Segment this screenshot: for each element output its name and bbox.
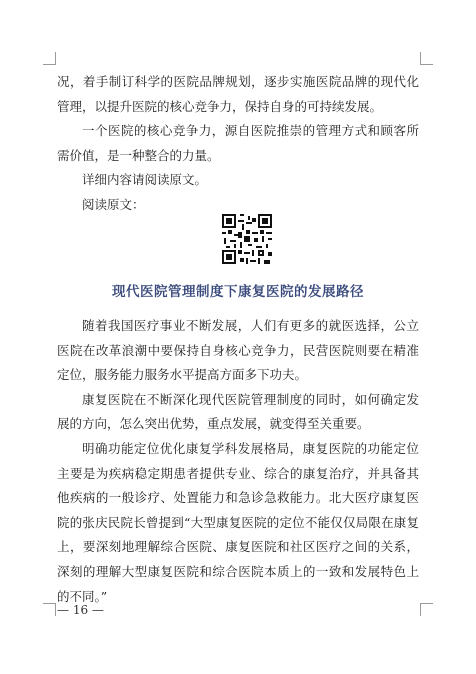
crop-mark-top-right <box>420 52 433 65</box>
paragraph: 详细内容请阅读原文。 <box>82 172 208 188</box>
article-body <box>57 314 419 609</box>
paragraph: 明确功能定位优化康复学科发展格局，康复医院的功能定位主要是为疾病稳定期患者提供专业、综合的康复治疗，并具备其他疾病的一般诊疗、处置能力和急诊急救能力。北大医疗康复医院的张庆民院长曾提到“大型康复医院的定位不能仅仅局限在康复上，要深刻地理解综合医院、康复医院和社区医疗之间的关系，深刻的理解大型康复医院和综合医院本质上的一致和发展特色上的不同。” <box>57 440 419 604</box>
intro-text-block <box>57 70 419 218</box>
qr-code-icon[interactable] <box>222 214 272 264</box>
paragraph: 随着我国医疗事业不断发展，人们有更多的就医选择，公立医院在改革浪潮中要保持自身核心竞争力，民营医院则要在精准定位，服务能力服务水平提高方面多下功夫。 <box>57 318 419 383</box>
page-number: — 16 — <box>57 603 104 617</box>
paragraph: 康复医院在不断深化现代医院管理制度的同时，如何确定发展的方向，怎么突出优势，重点发展，就变得至关重要。 <box>57 391 419 432</box>
crop-mark-top-left <box>43 52 56 65</box>
paragraph: 况，着手制订科学的医院品牌规划，逐步实施医院品牌的现代化管理，以提升医院的核心竞争力，保持自身的可持续发展。 <box>57 74 419 114</box>
read-original-link[interactable]: 阅读原文： <box>82 196 145 212</box>
crop-mark-bottom-right <box>420 603 433 616</box>
crop-mark-bottom-left <box>43 603 56 616</box>
paragraph: 一个医院的核心竞争力，源自医院推崇的管理方式和顾客所需价值，是一种整合的力量。 <box>57 123 419 163</box>
article-title: 现代医院管理制度下康复医院的发展路径 <box>112 284 364 300</box>
